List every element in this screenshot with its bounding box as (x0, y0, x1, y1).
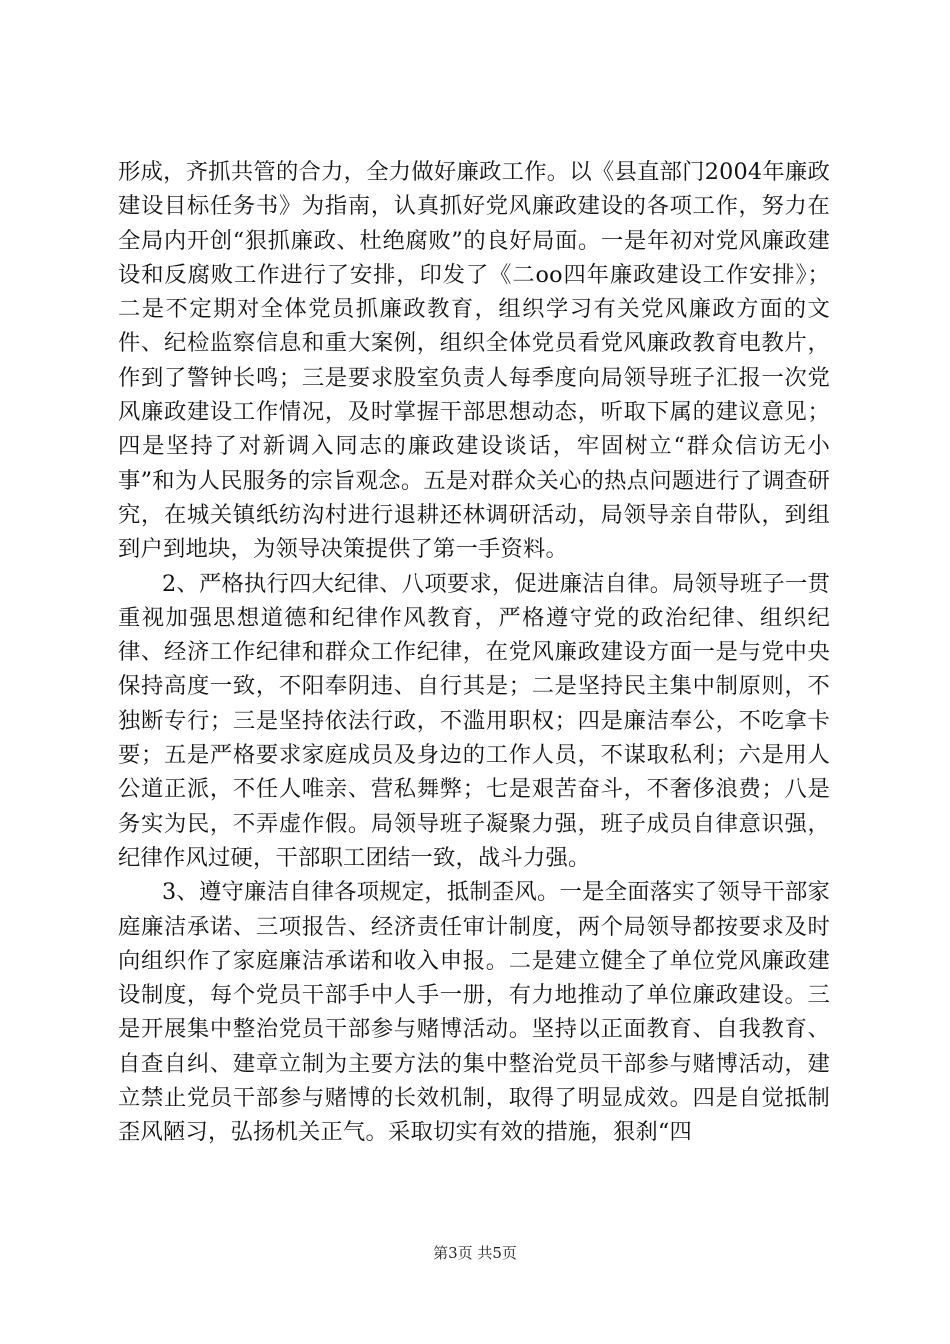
document-body (118, 155, 830, 1150)
paragraph-continuation: 形成，齐抓共管的合力，全力做好廉政工作。以《县直部门2004年廉政建设目标任务书》为指南，认真抓好党风廉政建设的各项工作，努力在全局内开创“狠抓廉政、杜绝腐败”的良好局面。一是年初对党风廉政建设和反腐败工作进行了安排，印发了《二oo四年廉政建设工作安排》；二是不定期对全体党员抓廉政教育，组织学习有关党风廉政方面的文件、纪检监察信息和重大案例，组织全体党员看党风廉政教育电教片，作到了警钟长鸣；三是要求股室负责人每季度向局领导班子汇报一次党风廉政建设工作情况，及时掌握干部思想动态，听取下属的建议意见；四是坚持了对新调入同志的廉政建设谈话，牢固树立“群众信访无小事”和为人民服务的宗旨观念。五是对群众关心的热点问题进行了调查研究，在城关镇纸纺沟村进行退耕还林调研活动，局领导亲自带队，到组到户到地块，为领导决策提供了第一手资料。 (118, 159, 830, 563)
paragraph-item-3: 3、遵守廉洁自律各项规定，抵制歪风。一是全面落实了领导干部家庭廉洁承诺、三项报告、经济责任审计制度，两个局领导都按要求及时向组织作了家庭廉洁承诺和收入申报。二是建立健全了单位党风廉政建设制度，每个党员干部手中人手一册，有力地推动了单位廉政建设。三是开展集中整治党员干部参与赌博活动。坚持以正面教育、自我教育、自查自纠、建章立制为主要方法的集中整治党员干部参与赌博活动，建立禁止党员干部参与赌博的长效机制，取得了明显成效。四是自觉抵制歪风陋习，弘扬机关正气。采取切实有效的措施，狠刹“四 (118, 879, 830, 1146)
paragraph-item-2: 2、严格执行四大纪律、八项要求，促进廉洁自律。局领导班子一贯重视加强思想道德和纪律作风教育，严格遵守党的政治纪律、组织纪律、经济工作纪律和群众工作纪律，在党风廉政建设方面一是与党中央保持高度一致，不阳奉阴违、自行其是；二是坚持民主集中制原则，不独断专行；三是坚持依法行政，不滥用职权；四是廉洁奉公，不吃拿卡要；五是严格要求家庭成员及身边的工作人员，不谋取私利；六是用人公道正派，不任人唯亲、营私舞弊；七是艰苦奋斗，不奢侈浪费；八是务实为民，不弄虚作假。局领导班子凝聚力强，班子成员自律意识强，纪律作风过硬，干部职工团结一致，战斗力强。 (118, 570, 830, 871)
page-number-footer: 第3页 共5页 (433, 1244, 517, 1262)
